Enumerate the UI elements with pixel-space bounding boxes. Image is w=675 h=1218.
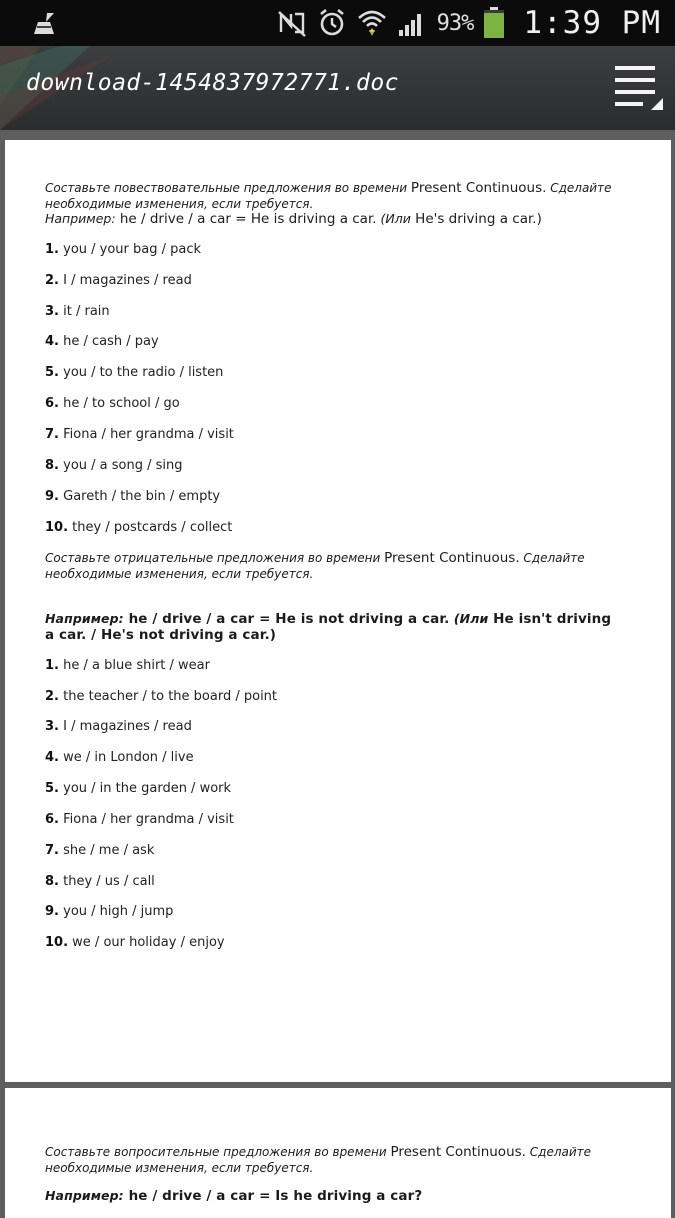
- list-item: 1. he / a blue shirt / wear: [45, 658, 210, 673]
- document-title: download-1454837972771.doc: [26, 70, 400, 96]
- list-item: 3. I / magazines / read: [45, 719, 192, 734]
- list-item: 1. you / your bag / pack: [45, 242, 202, 257]
- alarm-icon: [317, 8, 347, 38]
- document-page-1[interactable]: [5, 140, 671, 1082]
- section2-example: Например: he / drive / a car = He is not driving a car. (Или He isn't driving a car. / He's not driving a car.): [45, 611, 612, 643]
- menu-icon[interactable]: [615, 64, 657, 110]
- section2-instruction: Составьте отрицательные предложения во времени Present Continuous. Сделайте необходимые изменения, если требуется.: [45, 550, 585, 581]
- document-page-2[interactable]: [5, 1088, 671, 1218]
- list-item: 9. you / high / jump: [45, 904, 174, 919]
- section3-example: Например: he / drive / a car = Is he driving a car?: [45, 1188, 423, 1204]
- list-item: 6. he / to school / go: [45, 396, 180, 411]
- list-item: 2. the teacher / to the board / point: [45, 689, 278, 704]
- section1-example: Например: he / drive / a car = He is driving a car. (Или He's driving a car.): [45, 211, 542, 227]
- list-item: 8. you / a song / sing: [45, 458, 183, 473]
- section3-instruction: Составьте вопросительные предложения во времени Present Continuous. Сделайте необходимые изменения, если требуется.: [45, 1144, 592, 1175]
- list-item: 10. they / postcards / collect: [45, 520, 233, 535]
- wifi-icon: [357, 8, 387, 38]
- list-item: 5. you / in the garden / work: [45, 781, 232, 796]
- status-bar: [0, 0, 675, 46]
- list-item: 9. Gareth / the bin / empty: [45, 489, 221, 504]
- list-item: 7. Fiona / her grandma / visit: [45, 427, 234, 442]
- clock-time: 1:39 PM: [523, 5, 661, 41]
- signal-icon: [397, 8, 427, 38]
- nfc-off-icon: [277, 8, 307, 38]
- list-item: 4. we / in London / live: [45, 750, 194, 765]
- list-item: 6. Fiona / her grandma / visit: [45, 812, 234, 827]
- section1-instruction: Составьте повествовательные предложения во времени Present Continuous. Сделайте необходимые изменения, если требуется.: [45, 180, 612, 211]
- list-item: 3. it / rain: [45, 304, 110, 319]
- list-item: 8. they / us / call: [45, 874, 155, 889]
- list-item: 2. I / magazines / read: [45, 273, 192, 288]
- cleaner-app-icon: [32, 10, 58, 36]
- battery-icon: [483, 7, 505, 39]
- list-item: 10. we / our holiday / enjoy: [45, 935, 225, 950]
- battery-percent: 93%: [436, 10, 474, 36]
- list-item: 4. he / cash / pay: [45, 334, 159, 349]
- list-item: 7. she / me / ask: [45, 843, 155, 858]
- app-title-bar: [0, 46, 675, 130]
- list-item: 5. you / to the radio / listen: [45, 365, 224, 380]
